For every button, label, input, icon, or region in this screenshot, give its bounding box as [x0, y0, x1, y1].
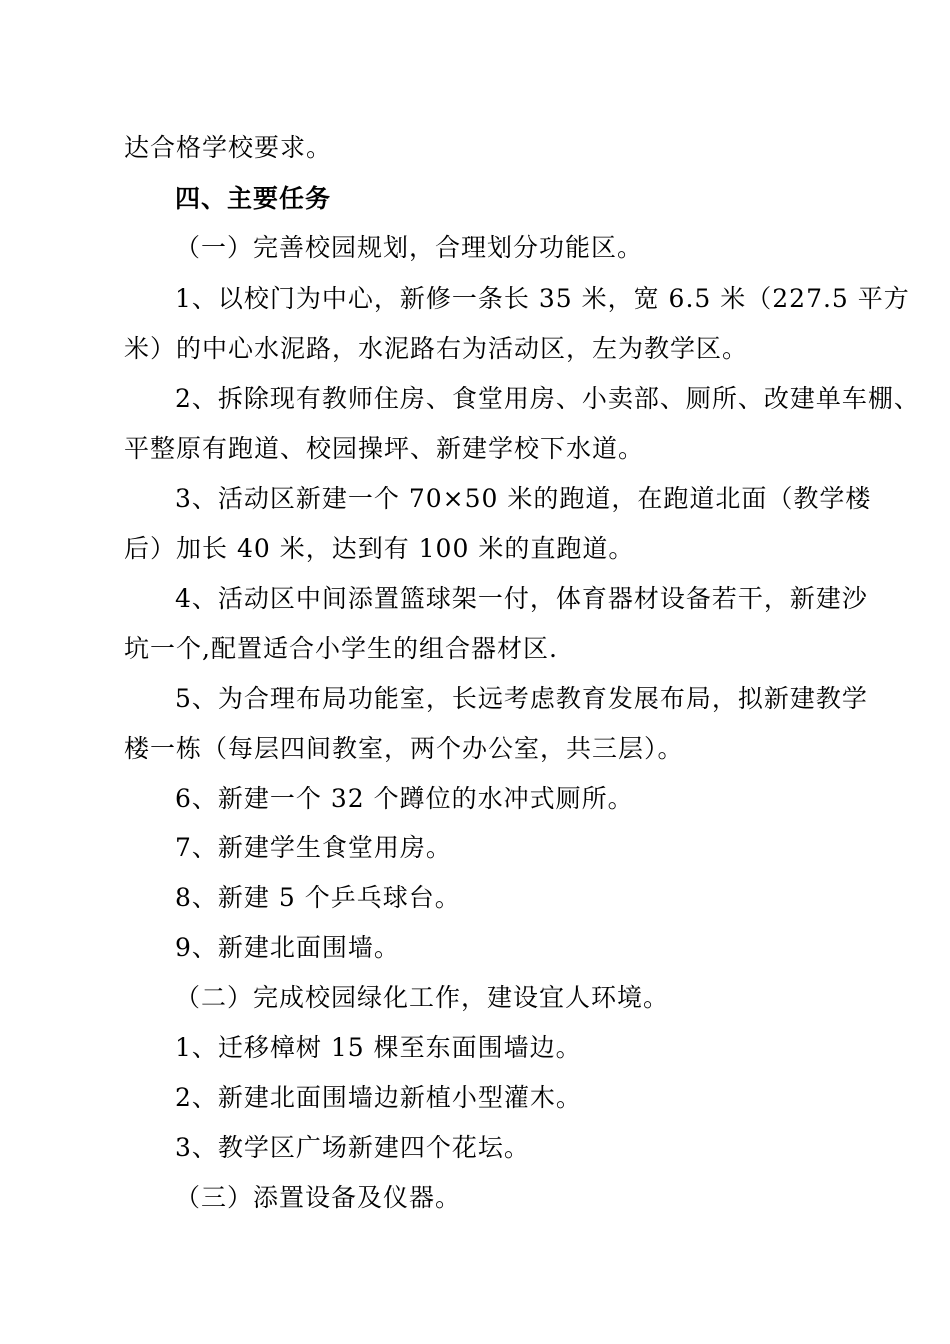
item-4-line-1: 4、活动区中间添置篮球架一付，体育器材设备若干，新建沙 — [175, 584, 868, 613]
item-1-line-1: 1、以校门为中心，新修一条长 35 米，宽 6.5 米（227.5 平方 — [175, 284, 910, 313]
text-line-continuation: 达合格学校要求。 — [124, 133, 333, 162]
item-7: 7、新建学生食堂用房。 — [175, 833, 452, 862]
item-1-line-2: 米）的中心水泥路，水泥路右为活动区，左为教学区。 — [124, 334, 749, 363]
item-8: 8、新建 5 个乒乓球台。 — [175, 883, 461, 912]
subsection-heading-1: （一）完善校园规划，合理划分功能区。 — [175, 233, 644, 262]
greening-item-3: 3、教学区广场新建四个花坛。 — [175, 1133, 530, 1162]
subsection-heading-3: （三）添置设备及仪器。 — [175, 1183, 462, 1212]
item-3-line-1: 3、活动区新建一个 70×50 米的跑道，在跑道北面（教学楼 — [175, 484, 872, 513]
greening-item-2: 2、新建北面围墙边新植小型灌木。 — [175, 1083, 582, 1112]
greening-item-1: 1、迁移樟树 15 棵至东面围墙边。 — [175, 1033, 582, 1062]
item-6: 6、新建一个 32 个蹲位的水冲式厕所。 — [175, 784, 634, 813]
item-9: 9、新建北面围墙。 — [175, 933, 400, 962]
item-2-line-1: 2、拆除现有教师住房、食堂用房、小卖部、厕所、改建单车棚、 — [175, 384, 920, 413]
section-heading-main-tasks: 四、主要任务 — [175, 184, 332, 213]
item-4-line-2: 坑一个,配置适合小学生的组合器材区. — [124, 634, 558, 663]
subsection-heading-2: （二）完成校园绿化工作，建设宜人环境。 — [175, 983, 670, 1012]
item-5-line-2: 楼一栋（每层四间教室，两个办公室，共三层）。 — [124, 734, 684, 763]
item-5-line-1: 5、为合理布局功能室，长远考虑教育发展布局，拟新建教学 — [175, 684, 868, 713]
item-2-line-2: 平整原有跑道、校园操坪、新建学校下水道。 — [124, 434, 645, 463]
item-3-line-2: 后）加长 40 米，达到有 100 米的直跑道。 — [124, 534, 635, 563]
